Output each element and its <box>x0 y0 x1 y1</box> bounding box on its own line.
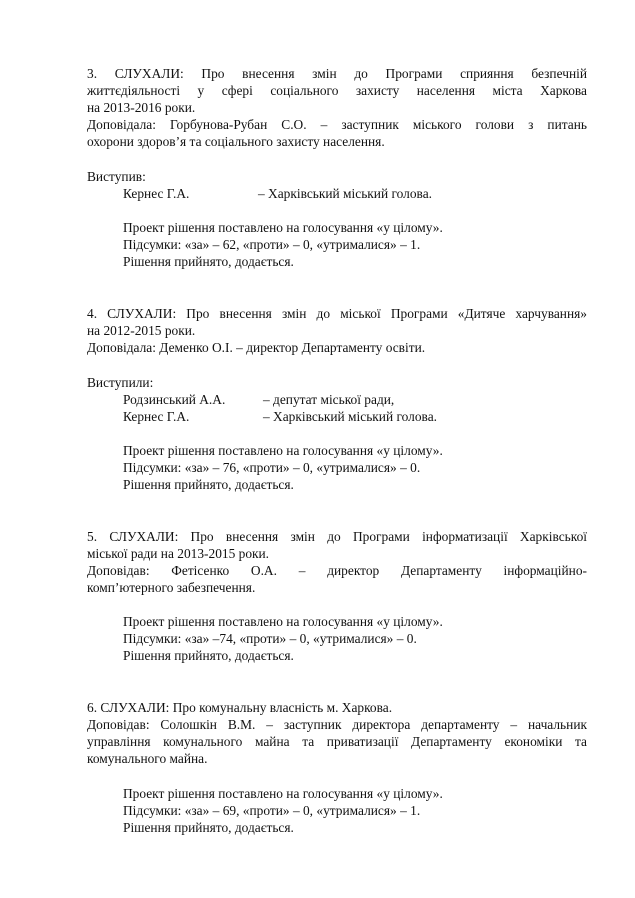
vote-line: Проект рішення поставлено на голосування «у цілому». <box>123 786 443 801</box>
speakers-label: Виступив: <box>87 169 146 184</box>
speaker-name: Кернес Г.А. <box>123 409 190 424</box>
heard-line: 3. СЛУХАЛИ: Про внесення змін до Програми сприяння безпечній <box>87 66 587 81</box>
vote-result: Підсумки: «за» – 69, «проти» – 0, «утрималися» – 1. <box>123 803 421 818</box>
reporter-line: Доповідала: Деменко О.І. – директор Департаменту освіти. <box>87 340 426 355</box>
speakers-label: Виступили: <box>87 375 154 390</box>
heard-line: на 2012-2015 роки. <box>87 323 196 338</box>
reporter-line: Доповідав: Фетісенко О.А. – директор Департаменту інформаційно- <box>87 563 587 578</box>
heard-line: на 2013-2016 роки. <box>87 100 196 115</box>
heard-line: 6. СЛУХАЛИ: Про комунальну власність м. Харкова. <box>87 700 393 715</box>
reporter-line: охорони здоров’я та соціального захисту населення. <box>87 134 385 149</box>
speaker-role: – депутат міської ради, <box>263 392 395 407</box>
speaker-name: Кернес Г.А. <box>123 186 190 201</box>
reporter-line: Доповідала: Горбунова-Рубан С.О. – заступник міського голови з питань <box>87 117 587 132</box>
heard-line: 5. СЛУХАЛИ: Про внесення змін до Програми інформатизації Харківської <box>87 529 587 544</box>
reporter-line: комунального майна. <box>87 751 208 766</box>
vote-result: Підсумки: «за» – 76, «проти» – 0, «утрималися» – 0. <box>123 460 421 475</box>
decision-line: Рішення прийнято, додається. <box>123 820 294 835</box>
reporter-line: управління комунального майна та приватизації Департаменту економіки та <box>87 734 587 749</box>
vote-line: Проект рішення поставлено на голосування «у цілому». <box>123 443 443 458</box>
decision-line: Рішення прийнято, додається. <box>123 254 294 269</box>
heard-line: міської ради на 2013-2015 роки. <box>87 546 270 561</box>
heard-line: 4. СЛУХАЛИ: Про внесення змін до міської Програми «Дитяче харчування» <box>87 306 587 321</box>
speaker-role: – Харківський міський голова. <box>258 186 432 201</box>
decision-line: Рішення прийнято, додається. <box>123 648 294 663</box>
vote-result: Підсумки: «за» –74, «проти» – 0, «утрималися» – 0. <box>123 631 417 646</box>
speaker-role: – Харківський міський голова. <box>263 409 437 424</box>
reporter-line: Доповідав: Солошкін В.М. – заступник директора департаменту – начальник <box>87 717 587 732</box>
decision-line: Рішення прийнято, додається. <box>123 477 294 492</box>
reporter-line: комп’ютерного забезпечення. <box>87 580 256 595</box>
vote-result: Підсумки: «за» – 62, «проти» – 0, «утрималися» – 1. <box>123 237 421 252</box>
heard-line: життєдіяльності у сфері соціального захисту населення міста Харкова <box>87 83 587 98</box>
vote-line: Проект рішення поставлено на голосування «у цілому». <box>123 614 443 629</box>
speaker-name: Родзинський А.А. <box>123 392 226 407</box>
vote-line: Проект рішення поставлено на голосування «у цілому». <box>123 220 443 235</box>
